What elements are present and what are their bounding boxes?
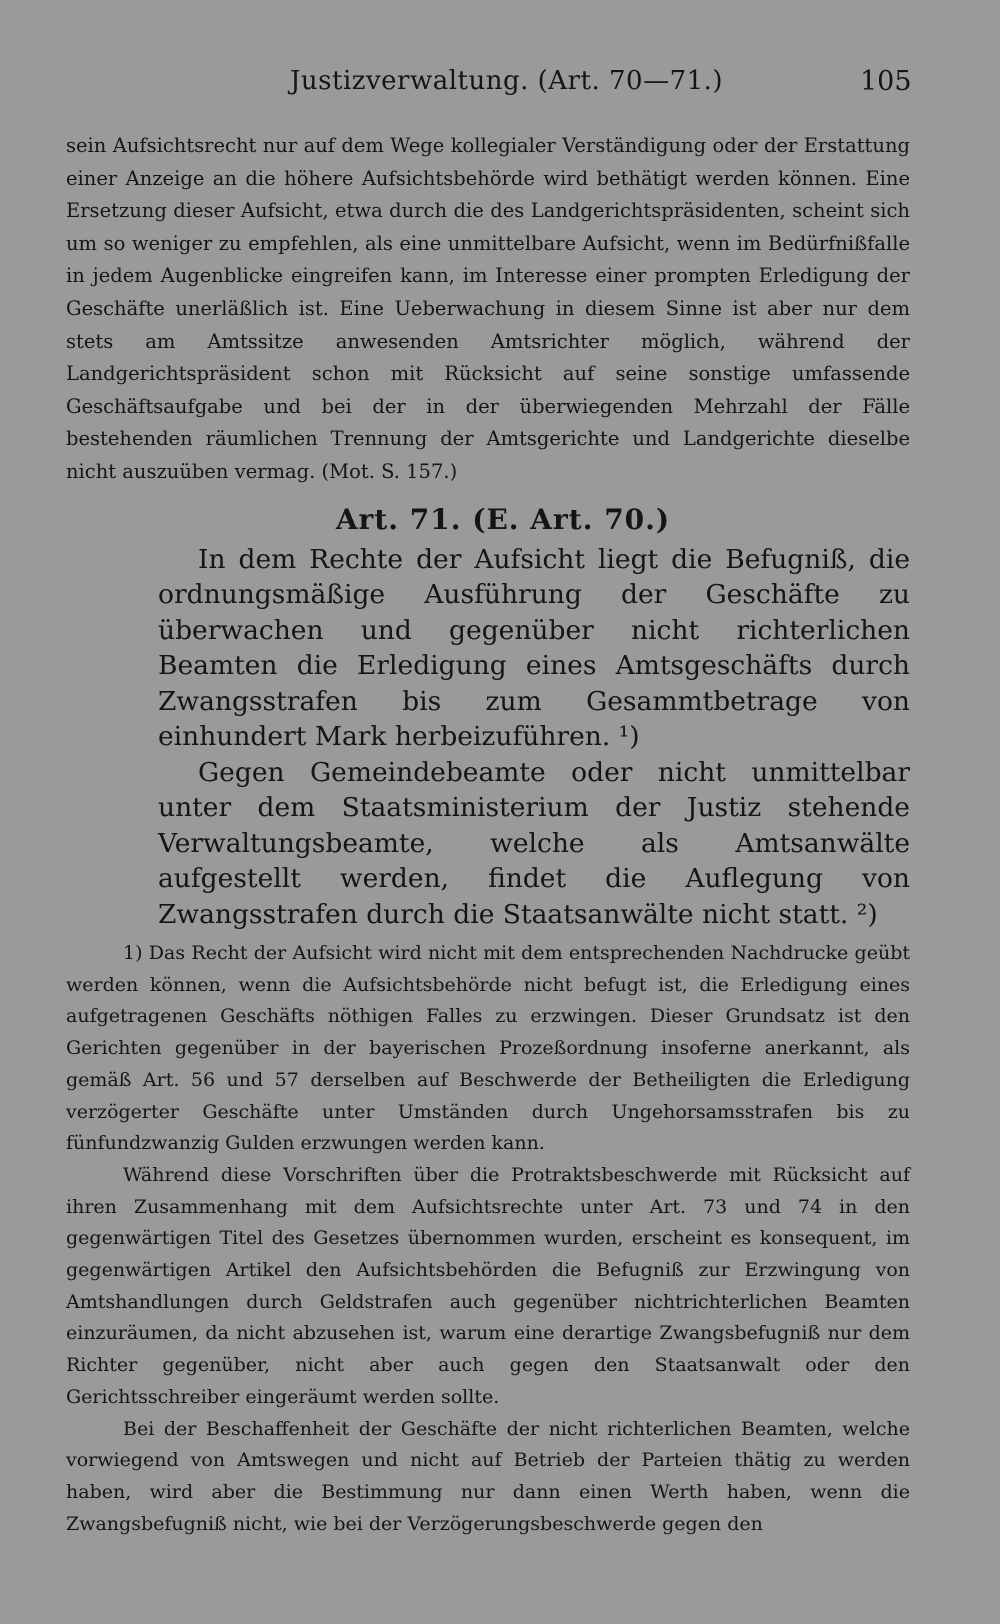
page-number: 105 xyxy=(860,66,912,97)
article-heading: Art. 71. (E. Art. 70.) xyxy=(335,502,671,536)
footnote: 1) Das Recht der Aufsicht wird nicht mit dem entsprechenden Nachdrucke geübt werden können, wenn die Aufsichtsbehörde nicht befugt ist, die Erledigung eines aufgetragenen Geschäfts nöthigen Falles zu erzwingen. Dieser Grundsatz ist den Gerichten gegenüber in der bayerischen Prozeßordnung insoferne anerkannt, als gemäß Art. 56 und 57 derselben auf Beschwerde der Betheiligten die Erledigung verzögerter Geschäfte unter Umständen durch Ungehorsamsstrafen bis zu fünfundzwanzig Gulden erzwungen werden kann. xyxy=(66,942,910,1155)
running-title: Justizverwaltung. (Art. 70—71.) xyxy=(290,66,724,96)
footnote-continuation: Während diese Vorschriften über die Protraktsbeschwerde mit Rücksicht auf ihren Zusammenhang mit dem Aufsichtsrechte unter Art. 73 und 74 in den gegenwärtigen Titel des Gesetzes übernommen wurden, erscheint es konsequent, im gegenwärtigen Artikel den Aufsichtsbehörden die Befugniß zur Erzwingung von Amtshandlungen durch Geldstrafen auch gegenüber nichtrichterlichen Beamten einzuräumen, da nicht abzusehen ist, warum eine derartige Zwangsbefugniß nur dem Richter gegenüber, nicht aber auch gegen den Staatsanwalt oder den Gerichtsschreiber eingeräumt werden sollte. xyxy=(66,1163,910,1408)
law-paragraph: Gegen Gemeindebeamte oder nicht unmittelbar unter dem Staatsministerium der Justiz stehende Verwaltungsbeamte, welche als Amtsanwälte aufgestellt werden, findet die Auflegung von Zwangsstrafen durch die Staatsanwälte nicht statt. ²) xyxy=(158,756,910,930)
continuation-paragraph: sein Aufsichtsrecht nur auf dem Wege kollegialer Verständigung oder der Erstattung einer Anzeige an die höhere Aufsichtsbehörde wird bethätigt werden können. Eine Ersetzung dieser Aufsicht, etwa durch die des Landgerichtspräsidenten, scheint sich um so weniger zu empfehlen, als eine unmittelbare Aufsicht, wenn im Bedürfnißfalle in jedem Augenblicke eingreifen kann, im Interesse einer prompten Erledigung der Geschäfte unerläßlich ist. Eine Ueberwachung in diesem Sinne ist aber nur dem stets am Amtssitze anwesenden Amtsrichter möglich, während der Landgerichtspräsident schon mit Rücksicht auf seine sonstige umfassende Geschäftsaufgabe und bei der in der überwiegenden Mehrzahl der Fälle bestehenden räumlichen Trennung der Amtsgerichte und Landgerichte dieselbe nicht auszuüben vermag. (Mot. S. 157.) xyxy=(66,134,910,483)
footnote-continuation: Bei der Beschaffenheit der Geschäfte der nicht richterlichen Beamten, welche vorwiegend von Amtswegen und nicht auf Betrieb der Parteien thätig zu werden haben, wird aber die Bestimmung nur dann einen Werth haben, wenn die Zwangsbefugniß nicht, wie bei der Verzögerungsbeschwerde gegen den xyxy=(66,1417,910,1535)
page-header xyxy=(0,66,1000,102)
law-paragraph: In dem Rechte der Aufsicht liegt die Befugniß, die ordnungsmäßige Ausführung der Geschäfte zu überwachen und gegenüber nicht richterlichen Beamten die Erledigung eines Amtsgeschäfts durch Zwangsstrafen bis zum Gesammtbetrage von einhundert Mark herbeizuführen. ¹) xyxy=(158,543,910,753)
page-body xyxy=(66,130,910,1540)
